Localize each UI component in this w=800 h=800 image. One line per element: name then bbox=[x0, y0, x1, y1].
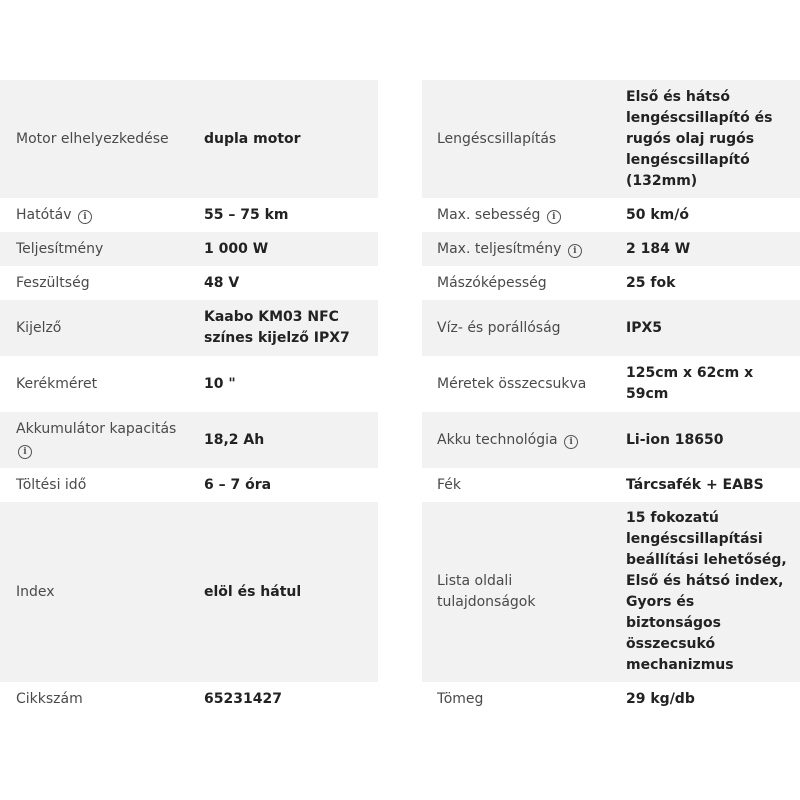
spec-label: Kijelző bbox=[16, 319, 62, 336]
spec-label: Index bbox=[16, 583, 55, 600]
spec-row-power bbox=[0, 232, 378, 266]
spec-table-left bbox=[0, 80, 378, 716]
spec-value: 50 km/ó bbox=[626, 206, 689, 223]
info-icon[interactable]: i bbox=[18, 445, 32, 459]
spec-value: dupla motor bbox=[204, 130, 301, 147]
spec-label: Méretek összecsukva bbox=[437, 375, 587, 392]
spec-value: 6 – 7 óra bbox=[204, 476, 272, 493]
spec-label: Víz- és porállóság bbox=[437, 319, 561, 336]
spec-label: Feszültség bbox=[16, 274, 90, 291]
spec-value: 15 fokozatú lengéscsillapítási beállítási lehetőség, Első és hátsó index, Gyors és biztonságos összecsukó mechanizmus bbox=[626, 510, 787, 673]
spec-value: 29 kg/db bbox=[626, 690, 695, 707]
spec-label: Akku technológia i bbox=[422, 430, 614, 451]
spec-label: Teljesítmény bbox=[16, 240, 104, 257]
spec-row-charging-time bbox=[0, 468, 378, 502]
spec-label: Fék bbox=[437, 476, 462, 493]
spec-row-max-power bbox=[422, 232, 800, 266]
spec-value: 18,2 Ah bbox=[204, 431, 265, 448]
spec-row-battery-technology bbox=[422, 412, 800, 468]
spec-label: Max. sebesség i bbox=[422, 205, 614, 226]
spec-value: IPX5 bbox=[626, 319, 663, 336]
spec-row-folded-dimensions bbox=[422, 356, 800, 412]
spec-label: Motor elhelyezkedése bbox=[16, 130, 169, 147]
spec-row-item-number bbox=[0, 682, 378, 716]
spec-row-list-features bbox=[422, 502, 800, 682]
spec-value: 10 " bbox=[204, 375, 236, 392]
spec-value: 25 fok bbox=[626, 274, 676, 291]
spec-row-max-speed bbox=[422, 198, 800, 232]
spec-value: Li-ion 18650 bbox=[626, 431, 724, 448]
spec-value: Tárcsafék + EABS bbox=[626, 476, 764, 493]
spec-label: Akkumulátor kapacitás i bbox=[16, 421, 177, 457]
spec-value: Kaabo KM03 NFC színes kijelző IPX7 bbox=[204, 309, 350, 346]
spec-row-index bbox=[0, 502, 378, 682]
spec-row-motor-placement bbox=[0, 80, 378, 198]
info-icon[interactable]: i bbox=[568, 244, 582, 258]
spec-label: Lista oldali tulajdonságok bbox=[437, 573, 536, 610]
spec-label: Töltési idő bbox=[16, 476, 87, 493]
spec-value: 125cm x 62cm x 59cm bbox=[626, 365, 754, 402]
spec-row-weight bbox=[422, 682, 800, 716]
spec-value: 1 000 W bbox=[204, 240, 269, 257]
spec-table-right bbox=[422, 80, 800, 716]
spec-row-water-dust bbox=[422, 300, 800, 356]
spec-value: 48 V bbox=[204, 274, 240, 291]
info-icon[interactable]: i bbox=[78, 210, 92, 224]
spec-label: Max. teljesítmény i bbox=[422, 239, 614, 260]
spec-label: Tömeg bbox=[437, 690, 484, 707]
spec-row-climbing bbox=[422, 266, 800, 300]
info-icon[interactable]: i bbox=[564, 435, 578, 449]
spec-row-suspension bbox=[422, 80, 800, 198]
spec-row-brake bbox=[422, 468, 800, 502]
spec-value: Első és hátsó lengéscsillapító és rugós olaj rugós lengéscsillapító (132mm) bbox=[626, 88, 773, 189]
spec-label: Kerékméret bbox=[16, 375, 98, 392]
spec-value: 65231427 bbox=[204, 690, 282, 707]
spec-value: 2 184 W bbox=[626, 240, 691, 257]
spec-row-wheel-size bbox=[0, 356, 378, 412]
info-icon[interactable]: i bbox=[547, 210, 561, 224]
spec-row-battery-capacity bbox=[0, 412, 378, 468]
spec-label: Lengéscsillapítás bbox=[437, 130, 557, 147]
spec-label: Mászóképesség bbox=[437, 274, 547, 291]
spec-value: elöl és hátul bbox=[204, 583, 302, 600]
spec-label: Cikkszám bbox=[16, 690, 83, 707]
spec-row-range bbox=[0, 198, 378, 232]
spec-row-display bbox=[0, 300, 378, 356]
spec-label: Hatótáv i bbox=[0, 205, 188, 226]
spec-row-voltage bbox=[0, 266, 378, 300]
spec-value: 55 – 75 km bbox=[204, 206, 289, 223]
